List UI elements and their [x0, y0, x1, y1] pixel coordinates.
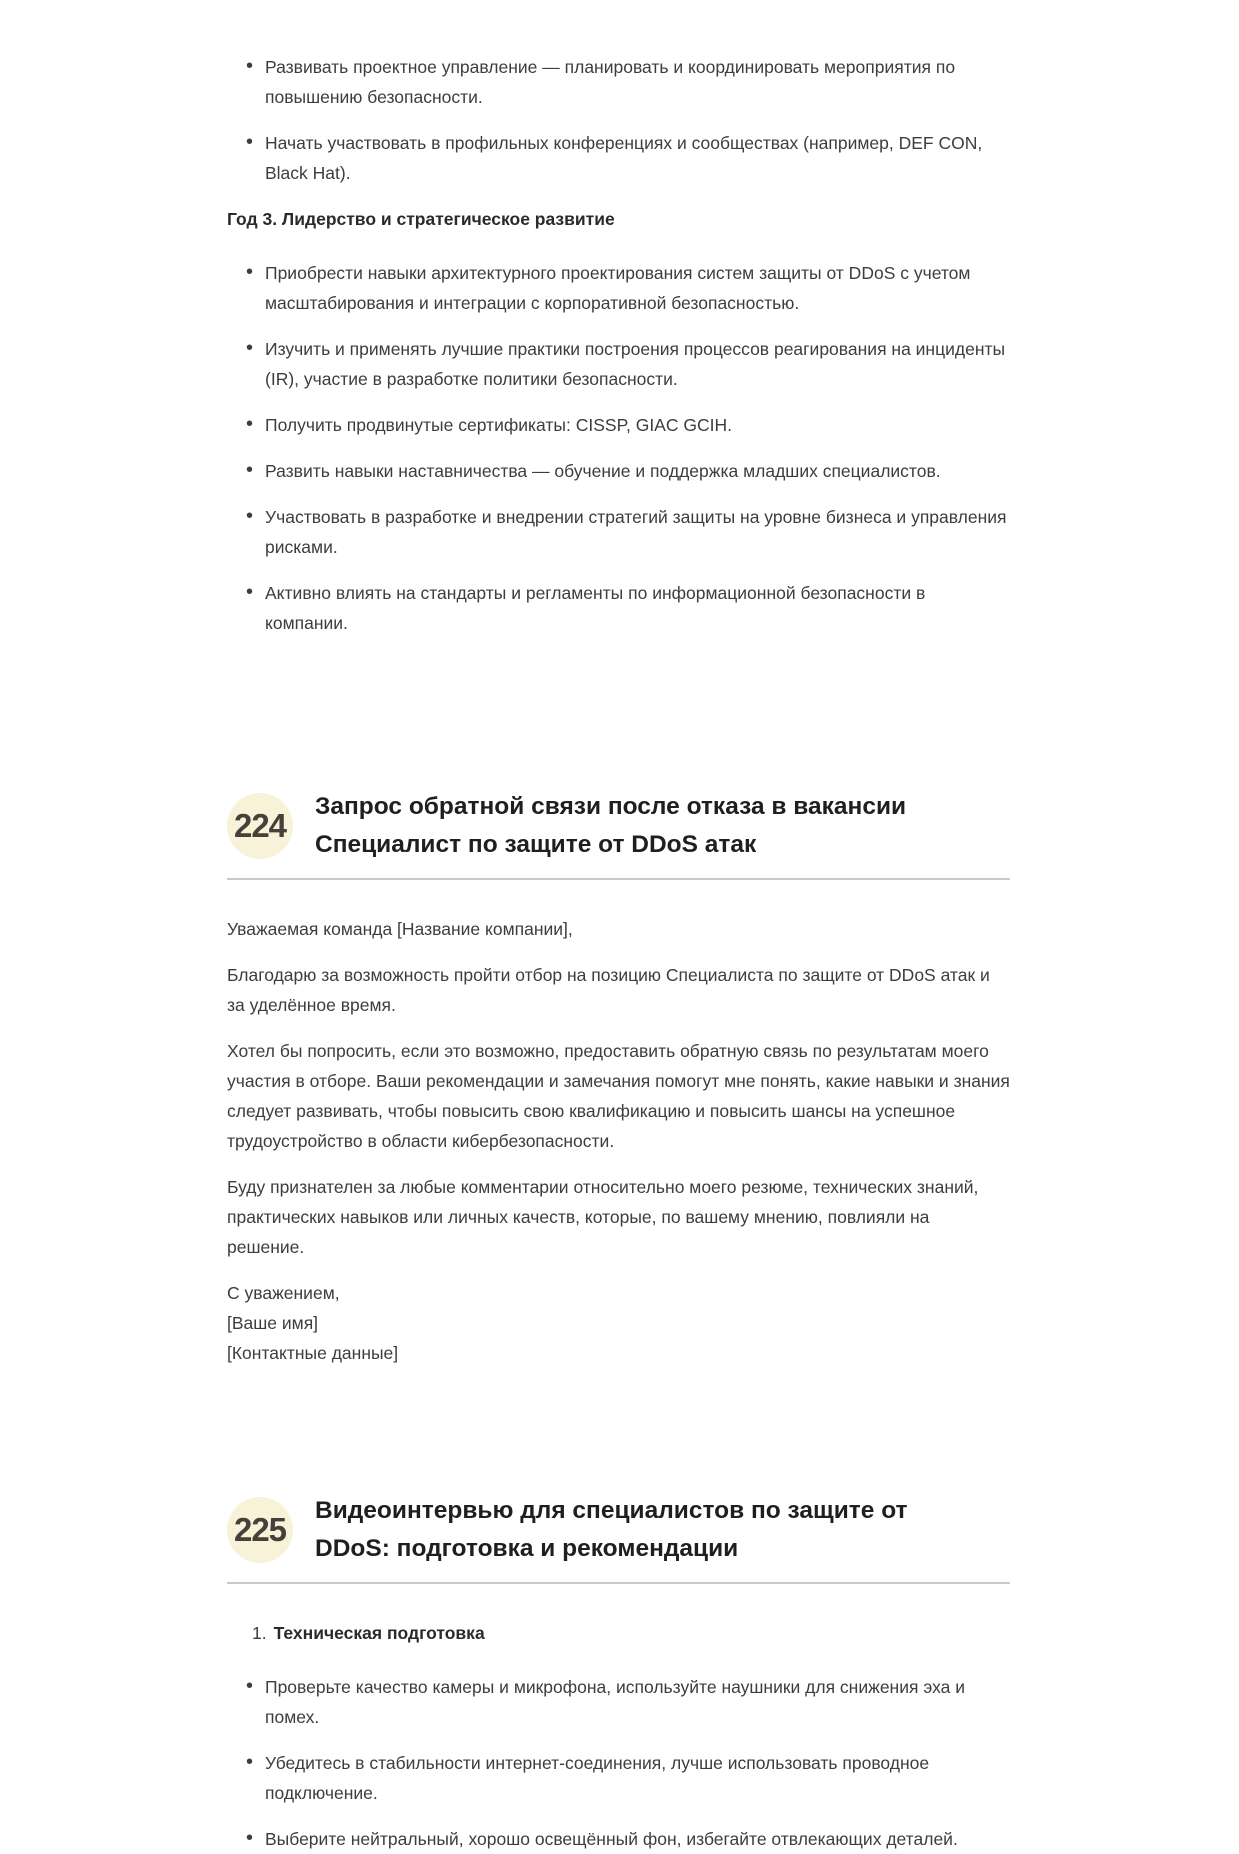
paragraph: Буду признателен за любые комментарии относительно моего резюме, технических знаний, практических навыков или личных качеств, которые, по вашему мнению, повлияли на решение.	[227, 1177, 979, 1257]
list-item: • Развивать проектное управление — планировать и координировать мероприятия по повышению безопасности.	[227, 52, 1010, 112]
list-item: • Получить продвинутые сертификаты: CISSP, GIAC GCIH.	[227, 410, 1010, 440]
section-title: Запрос обратной связи после отказа в вакансии Специалист по защите от DDoS атак	[315, 793, 907, 858]
numbered-list-item	[227, 1618, 1010, 1648]
signature-block	[227, 1278, 1010, 1368]
section-225-header	[227, 1492, 1010, 1568]
list-item: • Изучить и применять лучшие практики построения процессов реагирования на инциденты (IR), участие в разработке политики безопасности.	[227, 334, 1010, 394]
section-224-body	[227, 914, 1010, 1368]
list-item: • Развить навыки наставничества — обучение и поддержка младших специалистов.	[227, 456, 1010, 486]
section-number-badge: 224	[227, 793, 293, 859]
section-225-bullet-list	[227, 1672, 1010, 1854]
signature-line: [Ваше имя]	[227, 1313, 319, 1333]
section-divider	[227, 1582, 1010, 1584]
section-title: Видеоинтервью для специалистов по защите от DDoS: подготовка и рекомендации	[315, 1497, 908, 1562]
list-item: • Участвовать в разработке и внедрении стратегий защиты на уровне бизнеса и управления рисками.	[227, 502, 1010, 562]
list-item: • Приобрести навыки архитектурного проектирования систем защиты от DDoS с учетом масштабирования и интеграции с корпоративной безопасностью.	[227, 258, 1010, 318]
section-divider	[227, 878, 1010, 880]
paragraph: Уважаемая команда [Название компании],	[227, 919, 573, 939]
list-item: • Выберите нейтральный, хорошо освещённый фон, избегайте отвлекающих деталей.	[227, 1824, 1010, 1854]
list-item: • Проверьте качество камеры и микрофона, используйте наушники для снижения эха и помех.	[227, 1672, 1010, 1732]
section-224	[227, 788, 1010, 1368]
numbered-item-label: Техническая подготовка	[273, 1623, 485, 1643]
intro-bullet-list	[227, 52, 1010, 188]
signature-line: [Контактные данные]	[227, 1343, 399, 1363]
year3-bullet-list	[227, 258, 1010, 638]
list-item: • Убедитесь в стабильности интернет-соединения, лучше использовать проводное подключение.	[227, 1748, 1010, 1808]
section-number-badge: 225	[227, 1497, 293, 1563]
numbered-item-number: 1.	[252, 1623, 267, 1643]
list-item: • Начать участвовать в профильных конференциях и сообществах (например, DEF CON, Black Hat).	[227, 128, 1010, 188]
list-item: • Активно влиять на стандарты и регламенты по информационной безопасности в компании.	[227, 578, 1010, 638]
paragraph: Благодарю за возможность пройти отбор на позицию Специалиста по защите от DDoS атак и за уделённое время.	[227, 965, 990, 1015]
paragraph: Хотел бы попросить, если это возможно, предоставить обратную связь по результатам моего участия в отборе. Ваши рекомендации и замечания помогут мне понять, какие навыки и знания следует развивать, чтобы повысить свою квалификацию и повысить шансы на успешное трудоустройство в области кибербезопасности.	[227, 1041, 1010, 1151]
section-225	[227, 1492, 1010, 1854]
year3-heading: Год 3. Лидерство и стратегическое развитие	[227, 209, 615, 229]
signature-line: С уважением,	[227, 1283, 340, 1303]
section-224-header	[227, 788, 1010, 864]
